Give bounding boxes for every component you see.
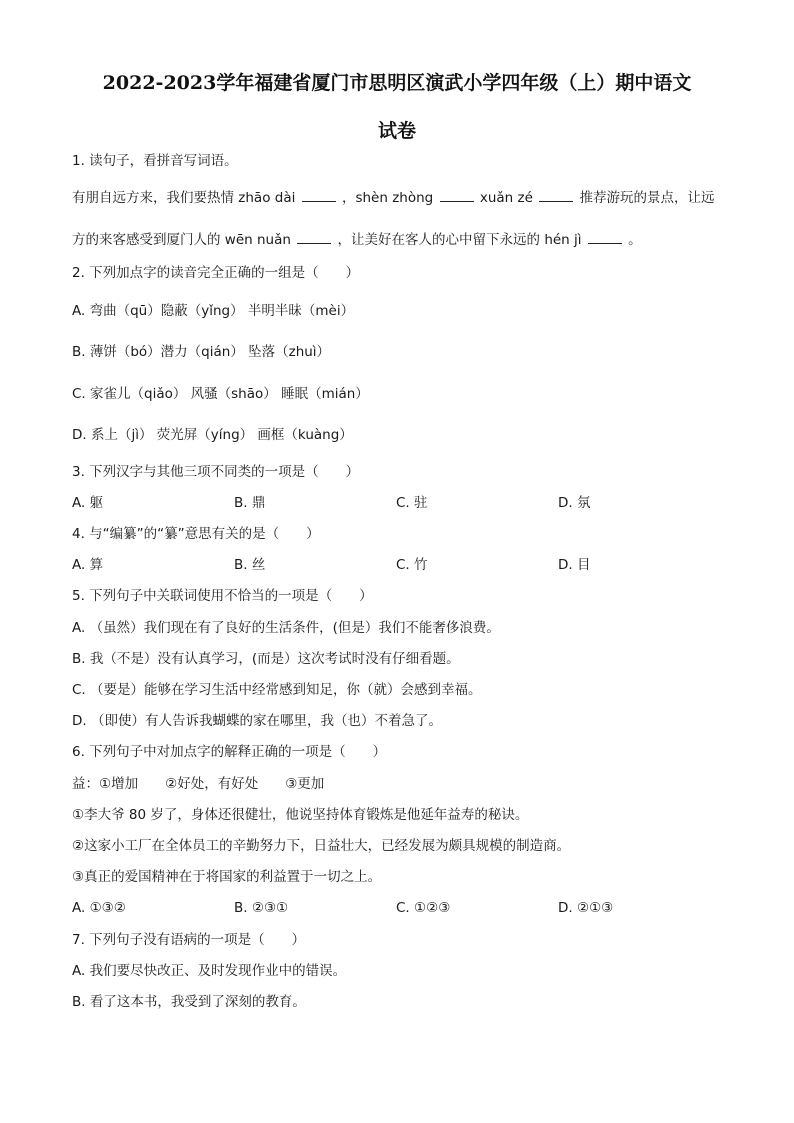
q6-sentence-3: ③真正的爱国精神在于将国家的利益置于一切之上。 xyxy=(72,869,382,885)
exam-title-line2: 试卷 xyxy=(377,120,416,142)
q5-option-c[interactable]: C. （要是）能够在学习生活中经常感到知足，你（就）会感到幸福。 xyxy=(72,682,482,698)
q3-option-c[interactable]: C. 驻 xyxy=(396,495,428,511)
q6-option-c[interactable]: C. ①②③ xyxy=(396,900,451,916)
q2-option-d[interactable]: D. 系上（jì） 荧光屏（yíng） 画框（kuàng） xyxy=(72,427,353,443)
q6-stem: 6. 下列句子中对加点字的解释正确的一项是（ ） xyxy=(72,744,387,760)
q5-option-b[interactable]: B. 我（不是）没有认真学习，(而是）这次考试时没有仔细看题。 xyxy=(72,651,460,667)
q1-text-e: 方的来客感受到厦门人的 wēn nuǎn xyxy=(72,232,291,248)
q1-text-g: 。 xyxy=(628,232,642,248)
q3-stem: 3. 下列汉字与其他三项不同类的一项是（ ） xyxy=(72,464,360,480)
q3-option-d[interactable]: D. 氛 xyxy=(558,495,591,511)
q1-text-f: ，让美好在客人的心中留下永远的 hén jì xyxy=(337,232,582,248)
answer-blank[interactable] xyxy=(302,188,336,202)
q3-option-a[interactable]: A. 躯 xyxy=(72,495,104,511)
q4-stem: 4. 与“编纂”的“纂”意思有关的是（ ） xyxy=(72,526,320,542)
q2-stem: 2. 下列加点字的读音完全正确的一组是（ ） xyxy=(72,265,360,281)
answer-blank[interactable] xyxy=(440,188,474,202)
q5-option-a[interactable]: A. （虽然）我们现在有了良好的生活条件，(但是）我们不能奢侈浪费。 xyxy=(72,620,500,636)
q4-option-c[interactable]: C. 竹 xyxy=(396,557,428,573)
q1-text-d: 推荐游玩的景点，让远 xyxy=(579,190,715,206)
q5-option-d[interactable]: D. （即使）有人告诉我蝴蝶的家在哪里，我（也）不着急了。 xyxy=(72,713,442,729)
answer-blank[interactable] xyxy=(297,230,331,244)
q6-meanings: 益：①增加 ②好处，有好处 ③更加 xyxy=(72,776,325,792)
q1-sentence-2 xyxy=(72,230,642,249)
q1-text-b: ，shèn zhòng xyxy=(341,190,434,206)
q1-text-c: xuǎn zé xyxy=(479,190,533,206)
q4-option-b[interactable]: B. 丝 xyxy=(234,557,266,573)
q6-option-a[interactable]: A. ①③② xyxy=(72,900,126,916)
exam-title-line1: 2022-2023学年福建省厦门市思明区演武小学四年级（上）期中语文 xyxy=(102,72,692,94)
q1-text-a: 有朋自远方来，我们要热情 zhāo dài xyxy=(72,190,296,206)
q6-sentence-1: ①李大爷 80 岁了，身体还很健壮，他说坚持体育锻炼是他延年益寿的秘诀。 xyxy=(72,807,529,823)
q1-sentence-1 xyxy=(72,188,714,207)
q6-option-d[interactable]: D. ②①③ xyxy=(558,900,614,916)
q4-option-a[interactable]: A. 算 xyxy=(72,557,104,573)
q3-option-b[interactable]: B. 鼎 xyxy=(234,495,266,511)
answer-blank[interactable] xyxy=(539,188,573,202)
q2-option-c[interactable]: C. 家雀儿（qiǎo） 风骚（shāo） 睡眠（mián） xyxy=(72,386,369,402)
q4-option-d[interactable]: D. 目 xyxy=(558,557,591,573)
q7-option-b[interactable]: B. 看了这本书，我受到了深刻的教育。 xyxy=(72,994,306,1010)
q7-stem: 7. 下列句子没有语病的一项是（ ） xyxy=(72,932,306,948)
q7-option-a[interactable]: A. 我们要尽快改正、及时发现作业中的错误。 xyxy=(72,963,347,979)
q5-stem: 5. 下列句子中关联词使用不恰当的一项是（ ） xyxy=(72,588,373,604)
q6-option-b[interactable]: B. ②③① xyxy=(234,900,289,916)
q2-option-b[interactable]: B. 薄饼（bó）潜力（qián） 坠落（zhuì） xyxy=(72,344,331,360)
answer-blank[interactable] xyxy=(588,230,622,244)
q6-sentence-2: ②这家小工厂在全体员工的辛勤努力下，日益壮大，已经发展为颇具规模的制造商。 xyxy=(72,838,571,854)
q2-option-a[interactable]: A. 弯曲（qū）隐蔽（yǐng） 半明半昧（mèi） xyxy=(72,303,355,319)
q1-stem: 1. 读句子，看拼音写词语。 xyxy=(72,153,238,169)
